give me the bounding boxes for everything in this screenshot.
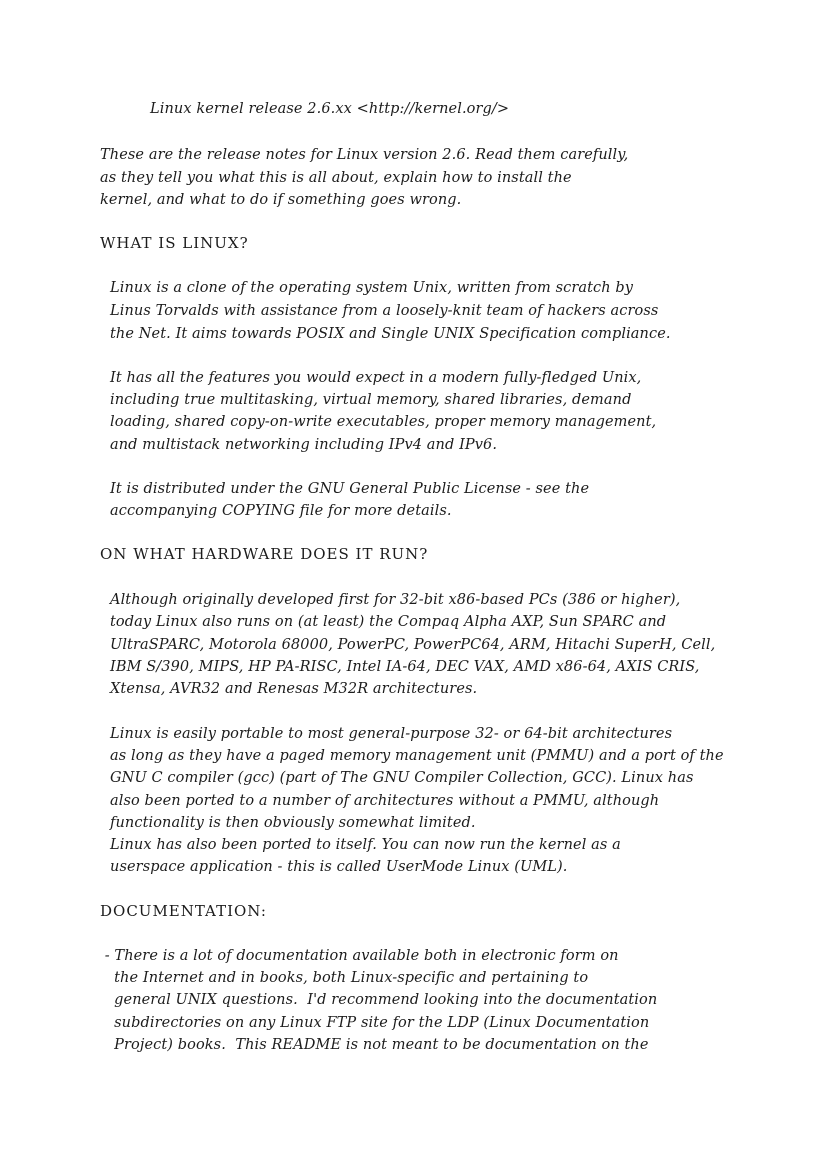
intro-line: as they tell you what this is all about, explain how to install the [100,170,572,186]
paragraph-line: including true multitasking, virtual memory, shared libraries, demand [110,392,632,408]
paragraph-line: It is distributed under the GNU General Public License - see the [110,481,590,497]
document-title: Linux kernel release 2.6.xx <http://kernel.org/> [150,101,510,117]
paragraph-line: as long as they have a paged memory management unit (PMMU) and a port of the [110,748,724,764]
paragraph-line: the Net. It aims towards POSIX and Single UNIX Specification compliance. [110,326,671,342]
paragraph-line: subdirectories on any Linux FTP site for the LDP (Linux Documentation [100,1015,650,1031]
paragraph-line: userspace application - this is called UserMode Linux (UML). [110,859,568,875]
paragraph-line: Linux is easily portable to most general-purpose 32- or 64-bit architectures [110,726,673,742]
paragraph-line: - There is a lot of documentation available both in electronic form on [100,948,619,964]
paragraph-line: also been ported to a number of architectures without a PMMU, although [110,793,660,809]
intro-line: kernel, and what to do if something goes wrong. [100,192,462,208]
section-heading-hardware: ON WHAT HARDWARE DOES IT RUN? [100,545,429,563]
paragraph-line: functionality is then obviously somewhat limited. [110,815,476,831]
paragraph-line: the Internet and in books, both Linux-specific and pertaining to [100,970,589,986]
paragraph-line: IBM S/390, MIPS, HP PA-RISC, Intel IA-64, DEC VAX, AMD x86-64, AXIS CRIS, [110,659,700,675]
paragraph-line: Xtensa, AVR32 and Renesas M32R architectures. [110,681,478,697]
paragraph-line: accompanying COPYING file for more details. [110,503,452,519]
section-heading-documentation: DOCUMENTATION: [100,902,267,920]
paragraph-line: UltraSPARC, Motorola 68000, PowerPC, PowerPC64, ARM, Hitachi SuperH, Cell, [110,637,716,653]
section-heading-what-is-linux: WHAT IS LINUX? [100,234,249,252]
paragraph-line: general UNIX questions. I'd recommend looking into the documentation [100,992,658,1008]
paragraph-line: It has all the features you would expect in a modern fully-fledged Unix, [110,370,642,386]
paragraph-line: today Linux also runs on (at least) the Compaq Alpha AXP, Sun SPARC and [110,614,667,630]
paragraph-line: Linux is a clone of the operating system Unix, written from scratch by [110,280,634,296]
paragraph-line: loading, shared copy-on-write executables, proper memory management, [110,414,657,430]
paragraph-line: Linux has also been ported to itself. You can now run the kernel as a [110,837,621,853]
paragraph-line: GNU C compiler (gcc) (part of The GNU Compiler Collection, GCC). Linux has [110,770,694,786]
intro-line: These are the release notes for Linux version 2.6. Read them carefully, [100,147,629,163]
paragraph-line: Linus Torvalds with assistance from a loosely-knit team of hackers across [110,303,659,319]
paragraph-line: Although originally developed first for 32-bit x86-based PCs (386 or higher), [110,592,681,608]
paragraph-line: and multistack networking including IPv4 and IPv6. [110,437,498,453]
paragraph-line: Project) books. This README is not meant to be documentation on the [100,1037,649,1053]
